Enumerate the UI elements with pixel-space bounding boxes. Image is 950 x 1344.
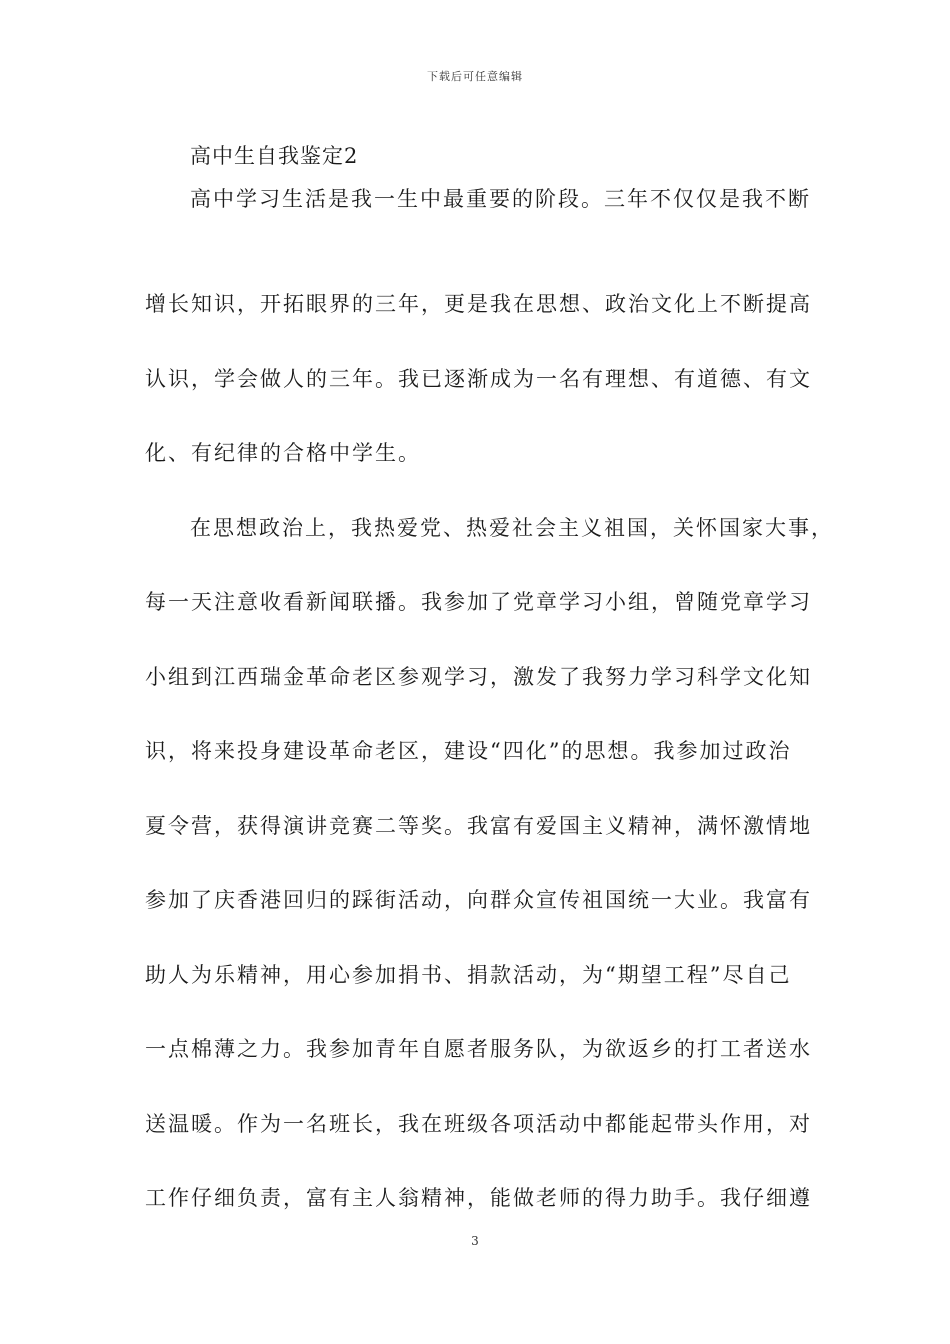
paragraph-2-line-9: 送温暖。作为一名班长，我在班级各项活动中都能起带头作用，对 — [145, 1112, 812, 1136]
paragraph-2-line-1: 在思想政治上，我热爱党、热爱社会主义祖国，关怀国家大事， — [190, 516, 834, 540]
paragraph-1-line-3: 认识，学会做人的三年。我已逐渐成为一名有理想、有道德、有文 — [145, 367, 812, 391]
paragraph-2-line-7: 助人为乐精神，用心参加捐书、捐款活动，为“期望工程”尽自己 — [145, 963, 792, 987]
paragraph-2-line-4: 识，将来投身建设革命老区，建设“四化”的思想。我参加过政治 — [145, 739, 792, 763]
paragraph-1-line-1: 高中学习生活是我一生中最重要的阶段。三年不仅仅是我不断 — [190, 187, 811, 211]
page-header: 下载后可任意编辑 — [427, 70, 523, 83]
paragraph-2-line-10: 工作仔细负责，富有主人翁精神，能做老师的得力助手。我仔细遵 — [145, 1186, 812, 1210]
paragraph-2-line-3: 小组到江西瑞金革命老区参观学习，激发了我努力学习科学文化知 — [145, 665, 812, 689]
page-number: 3 — [471, 1234, 479, 1248]
paragraph-2-line-8: 一点棉薄之力。我参加青年自愿者服务队，为欲返乡的打工者送水 — [145, 1037, 812, 1061]
paragraph-2-line-2: 每一天注意收看新闻联播。我参加了党章学习小组，曾随党章学习 — [145, 590, 812, 614]
paragraph-2-line-6: 参加了庆香港回归的踩街活动，向群众宣传祖国统一大业。我富有 — [145, 888, 812, 912]
paragraph-1-line-2: 增长知识，开拓眼界的三年，更是我在思想、政治文化上不断提高 — [145, 292, 812, 316]
paragraph-2-line-5: 夏令营，获得演讲竞赛二等奖。我富有爱国主义精神，满怀激情地 — [145, 814, 812, 838]
document-title: 高中生自我鉴定2 — [190, 144, 359, 168]
paragraph-1-line-4: 化、有纪律的合格中学生。 — [145, 441, 421, 465]
